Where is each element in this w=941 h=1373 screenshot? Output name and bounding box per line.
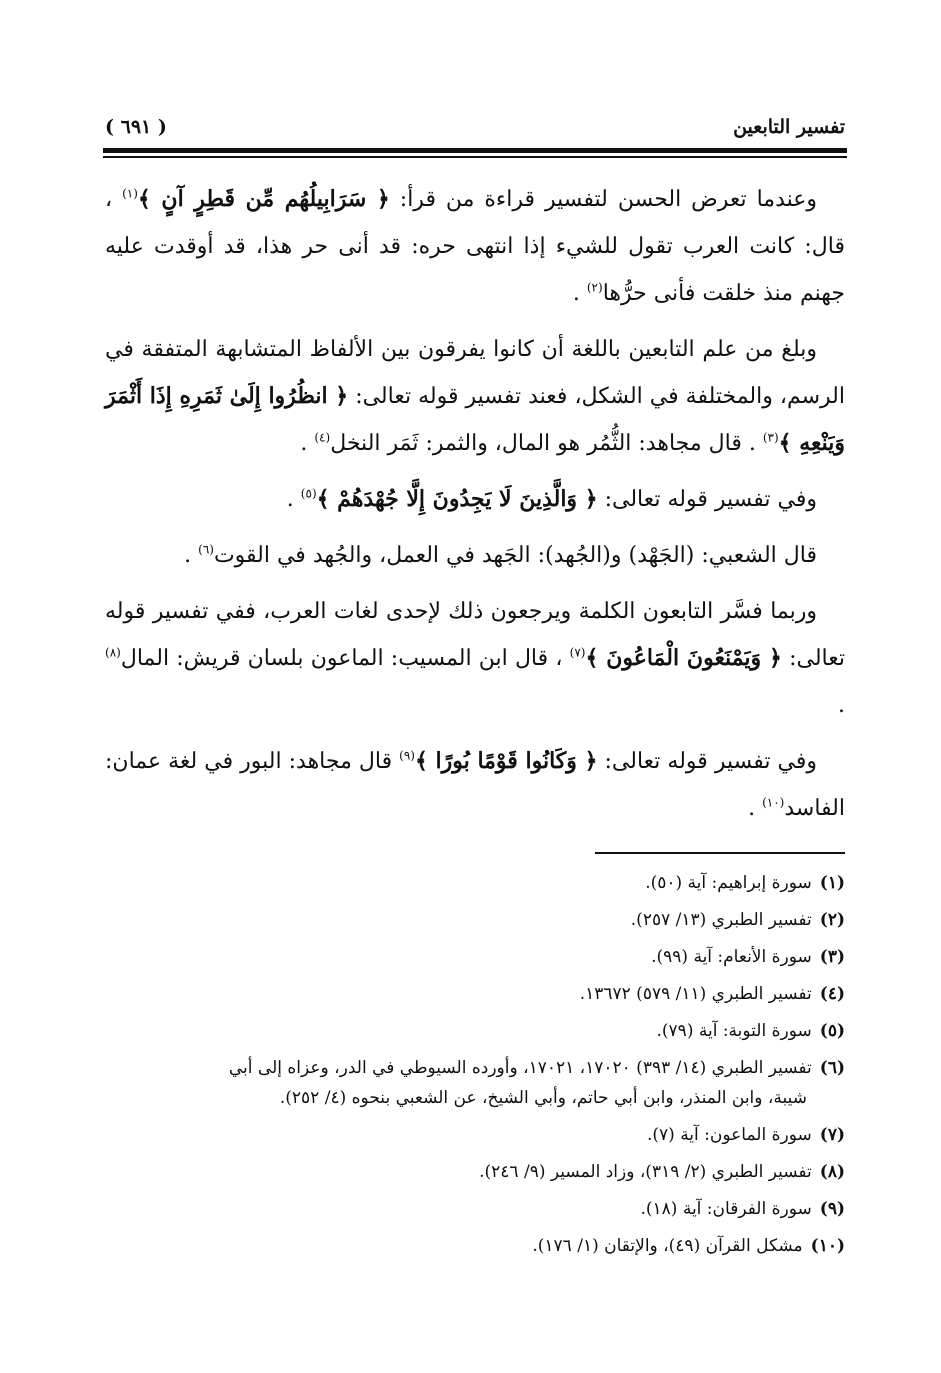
footnote-ref: (٨) — [105, 645, 121, 660]
footnote: (٤)تفسير الطبري (١١/ ٥٧٩) ١٣٦٧٢. — [579, 984, 845, 1004]
page-number: ( ٦٩١ ) — [105, 116, 167, 138]
quran-quote: ﴿ سَرَابِيلُهُم مِّن قَطِرٍ آنٍ ﴾ — [137, 186, 390, 212]
footnote: (٥)سورة التوبة: آية (٧٩). — [656, 1021, 845, 1041]
header-rule-thick — [103, 148, 847, 153]
footnote: (١)سورة إبراهيم: آية (٥٠). — [645, 873, 845, 893]
quran-quote: ﴿ وَالَّذِينَ لَا يَجِدُونَ إِلَّا جُهْدَهُمْ ﴾ — [316, 486, 598, 512]
footnote: (٧)سورة الماعون: آية (٧). — [646, 1125, 845, 1145]
footnote: (٦)تفسير الطبري (١٤/ ٣٩٣) ١٧٠٢٠، ١٧٠٢١، وأورده السيوطي في الدر، وعزاه إلى أبي شيبة، وابن المنذر، وابن أبي حاتم، وأبي الشيخ، عن الشعبي بنحوه (٤/ ٢٥٢). — [228, 1058, 845, 1108]
footnotes — [105, 868, 845, 1268]
quran-quote: ﴿ انظُرُوا إِلَىٰ ثَمَرِهِ إِذَا أَثْمَرَ وَيَنْعِهِ ﴾ — [105, 383, 845, 456]
header-rule-thin — [103, 156, 847, 158]
footnote: (١٠)مشكل القرآن (٤٩)، والإتقان (١/ ١٧٦). — [532, 1236, 845, 1256]
footnote-ref: (٥) — [300, 486, 317, 501]
paragraph-5: وربما فسَّر التابعون الكلمة ويرجعون ذلك لإحدى لغات العرب، ففي تفسير قوله تعالى: ﴿ وَيَمْنَعُونَ الْمَاعُونَ ﴾$^{(٧)}$ ، قال ابن المسيب: الماعون بلسان قريش: المال$^{(٨)}$ . — [105, 599, 845, 718]
footnote-ref: (٣) — [762, 430, 779, 445]
footnote: (٢)تفسير الطبري (١٣/ ٢٥٧). — [630, 910, 845, 930]
footnote-separator — [595, 852, 845, 854]
footnote-ref: (٧) — [569, 645, 586, 660]
footnote-ref: (٦) — [198, 542, 214, 557]
running-title: تفسير التابعين — [733, 116, 845, 138]
paragraph-6: وفي تفسير قوله تعالى: ﴿ وَكَانُوا قَوْمًا بُورًا ﴾$^{(٩)}$ قال مجاهد: البور في لغة عمان: الفاسد$^{(١٠)}$ . — [105, 748, 845, 821]
footnote-ref: (١) — [122, 186, 138, 201]
paragraph-2: وبلغ من علم التابعين باللغة أن كانوا يفرقون بين الألفاظ المتشابهة المتفقة في الرسم، والمختلفة في الشكل، فعند تفسير قوله تعالى: ﴿ انظُرُوا إِلَىٰ ثَمَرِهِ إِذَا أَثْمَرَ وَيَنْعِهِ ﴾$^{(٣)}$ . قال مجاهد: الثُّمُر هو المال، والثمر: ثَمَر النخل$^{(٤)}$ . — [105, 337, 845, 456]
footnote-ref: (١٠) — [762, 795, 785, 810]
paragraph-4: قال الشعبي: (الجَهْد) و(الجُهد): الجَهد في العمل، والجُهد في القوت$^{(٦)}$ . — [184, 542, 817, 568]
page-header — [105, 112, 845, 146]
quran-quote: ﴿ وَيَمْنَعُونَ الْمَاعُونَ ﴾ — [585, 645, 782, 671]
footnote: (٣)سورة الأنعام: آية (٩٩). — [651, 947, 845, 967]
footnote-ref: (٤) — [314, 430, 331, 445]
footnote-ref: (٩) — [399, 748, 415, 763]
footnote: (٨)تفسير الطبري (٢/ ٣١٩)، وزاد المسير (٩/ ٢٤٦). — [479, 1162, 845, 1182]
paragraph-3: وفي تفسير قوله تعالى: ﴿ وَالَّذِينَ لَا يَجِدُونَ إِلَّا جُهْدَهُمْ ﴾$^{(٥)}$ . — [286, 486, 817, 512]
main-text — [105, 176, 845, 841]
paragraph-1: وعندما تعرض الحسن لتفسير قراءة من قرأ: ﴿ سَرَابِيلُهُم مِّن قَطِرٍ آنٍ ﴾$^{(١)}$ ، قال: كانت العرب تقول للشيء إذا انتهى حره: قد أنى حر هذا، قد أوقدت عليه جهنم منذ خلقت فأنى حرُّها$^{(٢)}$ . — [105, 186, 845, 306]
footnote: (٩)سورة الفرقان: آية (١٨). — [640, 1199, 845, 1219]
quran-quote: ﴿ وَكَانُوا قَوْمًا بُورًا ﴾ — [414, 748, 598, 774]
footnote-ref: (٢) — [586, 280, 603, 295]
